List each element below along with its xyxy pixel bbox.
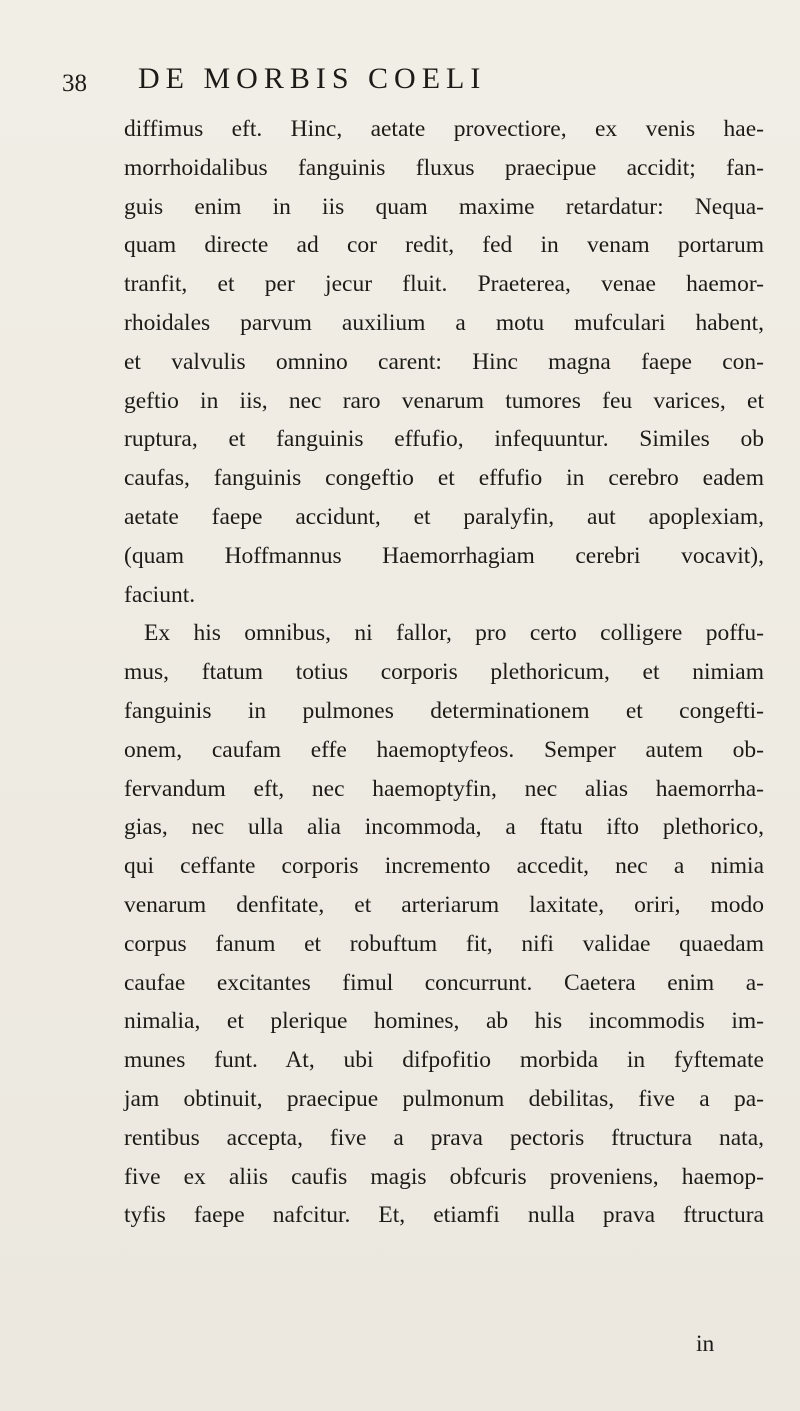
text-line: (quam Hoffmannus Haemorrhagiam cerebri vocavit), <box>124 542 764 569</box>
text-line: caufae excitantes fimul concurrunt. Caetera enim a- <box>124 969 764 996</box>
text-line: faciunt. <box>124 581 196 608</box>
text-line: fanguinis in pulmones determinationem et congefti- <box>124 697 764 724</box>
text-line: quam directe ad cor redit, fed in venam portarum <box>124 232 764 259</box>
text-line: onem, caufam effe haemoptyfeos. Semper autem ob- <box>124 736 764 763</box>
text-line: diffimus eft. Hinc, aetate provectiore, ex venis hae- <box>124 116 764 142</box>
text-line: jam obtinuit, praecipue pulmonum debilitas, five a pa- <box>124 1085 764 1112</box>
text-line: tranfit, et per jecur fluit. Praeterea, venae haemor- <box>124 271 764 298</box>
text-line: Ex his omnibus, ni fallor, pro certo colligere poffu- <box>144 620 764 647</box>
page-number: 38 <box>62 70 87 97</box>
body-text <box>124 110 764 1235</box>
text-line: rhoidales parvum auxilium a motu mufculari habent, <box>124 309 764 336</box>
text-line: ruptura, et fanguinis effufio, infequuntur. Similes ob <box>124 426 764 453</box>
text-line: five ex aliis caufis magis obfcuris proveniens, haemop- <box>124 1163 764 1190</box>
text-line: guis enim in iis quam maxime retardatur: Nequa- <box>124 193 764 220</box>
text-line: venarum denfitate, et arteriarum laxitate, oriri, modo <box>124 891 764 918</box>
text-line: geftio in iis, nec raro venarum tumores feu varices, et <box>124 387 764 414</box>
text-line: qui ceffante corporis incremento accedit, nec a nimia <box>124 853 764 880</box>
running-title: DE MORBIS COELI <box>138 62 487 95</box>
text-line: rentibus accepta, five a prava pectoris ftructura nata, <box>124 1124 764 1151</box>
text-line: corpus fanum et robuftum fit, nifi validae quaedam <box>124 930 764 957</box>
text-line: fervandum eft, nec haemoptyfin, nec alias haemorrha- <box>124 775 764 802</box>
text-line: et valvulis omnino carent: Hinc magna faepe con- <box>124 348 764 375</box>
text-line: tyfis faepe nafcitur. Et, etiamfi nulla prava ftructura <box>124 1202 764 1229</box>
text-line: morrhoidalibus fanguinis fluxus praecipue accidit; fan- <box>124 154 764 181</box>
text-line: nimalia, et plerique homines, ab his incommodis im- <box>124 1008 764 1035</box>
page-header <box>62 62 702 102</box>
text-line: gias, nec ulla alia incommoda, a ftatu ifto plethorico, <box>124 814 764 841</box>
text-line: mus, ftatum totius corporis plethoricum, et nimiam <box>124 659 764 686</box>
text-line: munes funt. At, ubi difpofitio morbida in fyftemate <box>124 1047 764 1074</box>
catchword: in <box>696 1331 715 1357</box>
text-line: aetate faepe accidunt, et paralyfin, aut apoplexiam, <box>124 503 764 530</box>
text-line: caufas, fanguinis congeftio et effufio in cerebro eadem <box>124 465 764 492</box>
